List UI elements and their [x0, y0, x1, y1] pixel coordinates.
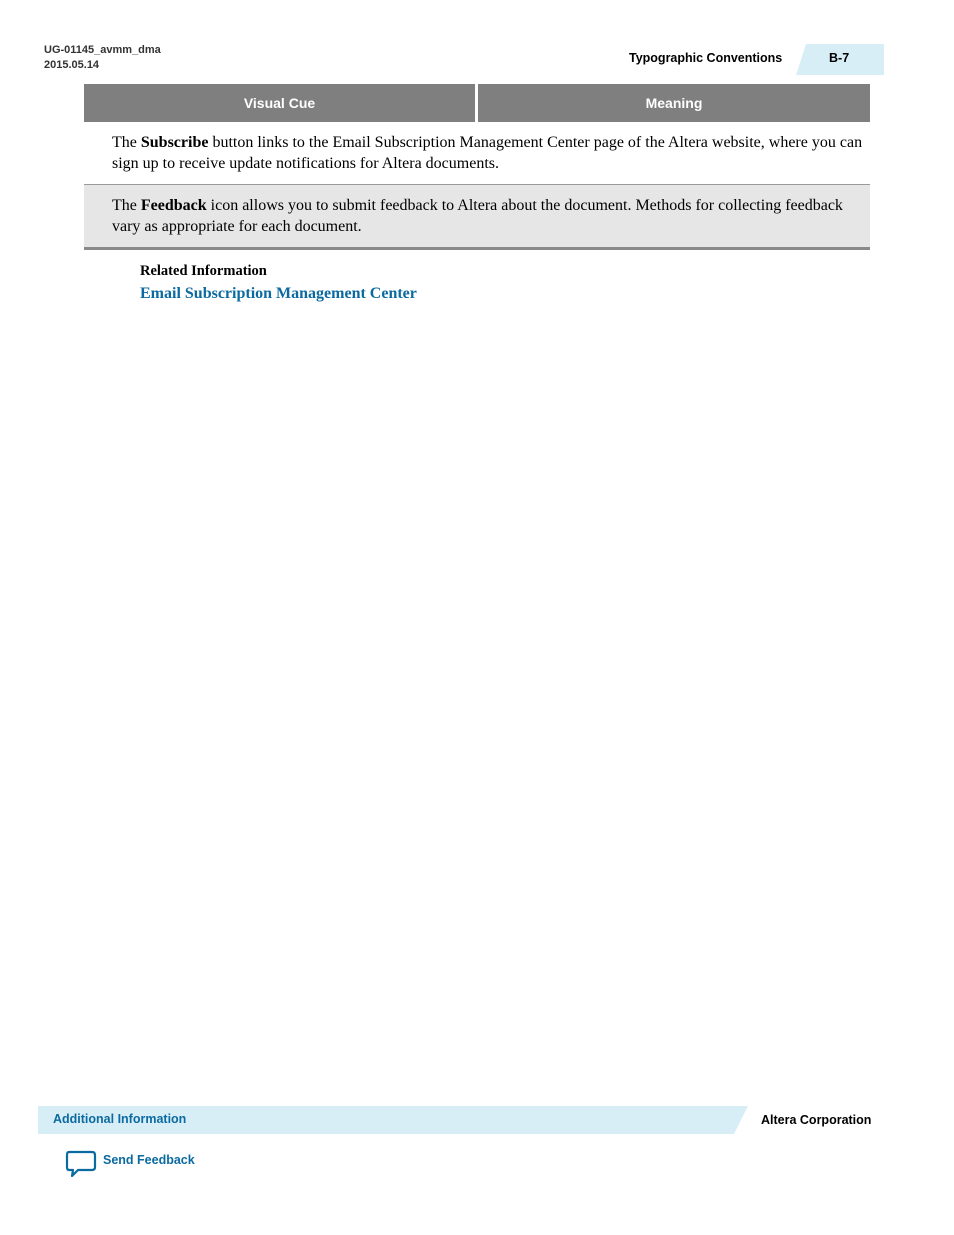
feedback-term: Feedback	[140, 197, 207, 214]
table-header	[84, 84, 870, 122]
footer-section-link[interactable]: Additional Information	[53, 1112, 187, 1126]
document-id: UG-01145_avmm_dma	[44, 44, 161, 56]
subscribe-term: Subscribe	[140, 134, 209, 151]
column-header-visual-cue: Visual Cue	[84, 84, 475, 122]
conventions-table	[84, 84, 870, 250]
email-subscription-link[interactable]: Email Subscription Management Center	[140, 285, 417, 302]
document-id-block	[44, 43, 161, 73]
column-header-meaning: Meaning	[478, 84, 870, 122]
document-date: 2015.05.14	[44, 59, 100, 71]
send-feedback-link[interactable]: Send Feedback	[103, 1153, 195, 1167]
table-row: The Subscribe button links to the Email Subscription Management Center page of the Altera website, where you can sign up to receive update notifications for Altera documents.	[84, 122, 870, 185]
page-number: B-7	[829, 51, 850, 65]
table-row: The Feedback icon allows you to submit feedback to Altera about the document. Methods for collecting feedback vary as appropriate for each document.	[84, 185, 870, 250]
footer-company: Altera Corporation	[761, 1113, 872, 1127]
related-information-heading: Related Information	[140, 263, 267, 279]
section-title: Typographic Conventions	[629, 51, 783, 65]
feedback-icon[interactable]	[65, 1150, 97, 1178]
